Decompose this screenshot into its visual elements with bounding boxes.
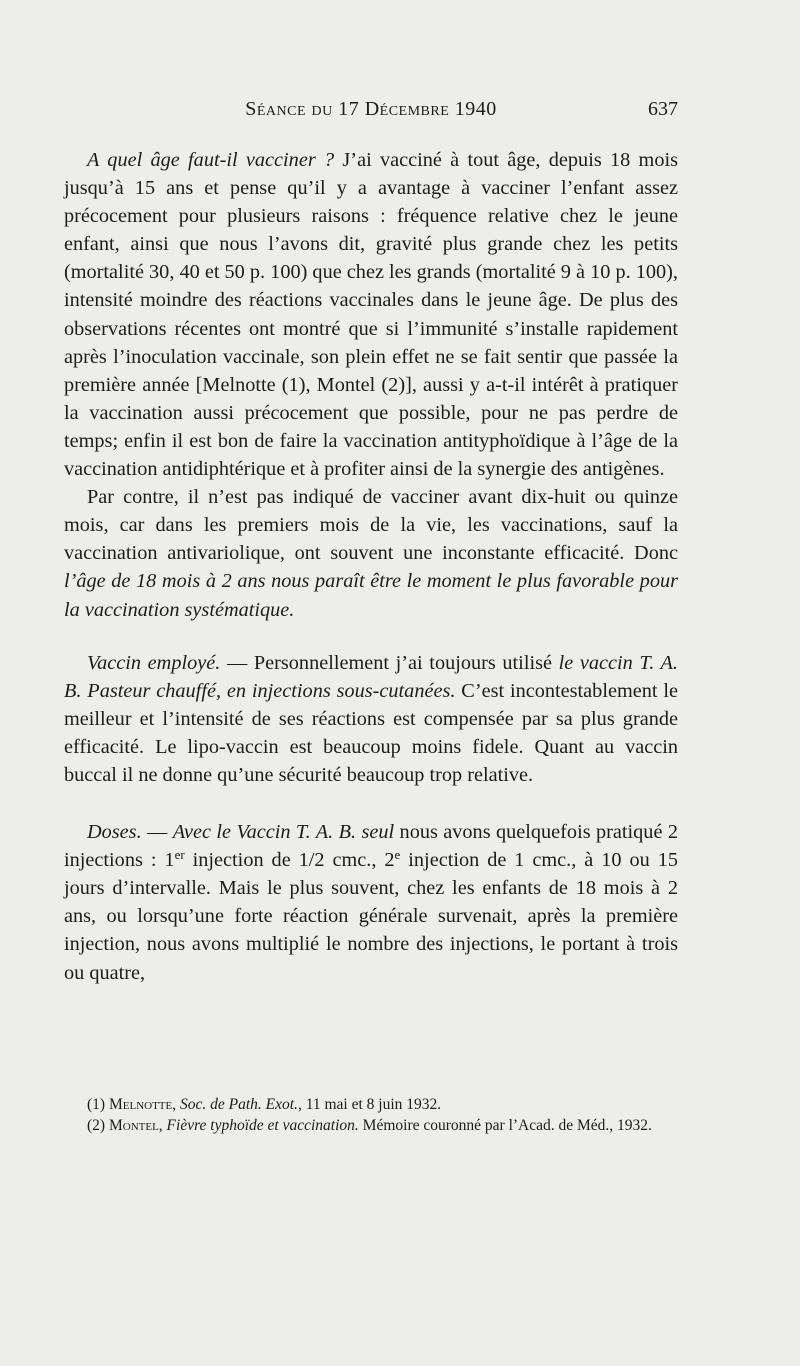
paragraph-text: J’ai vacciné à tout âge, depuis 18 mois jusqu’à 15 ans et pense qu’il y a avantage à vacciner l’enfant assez précocement pour plusieurs raisons : fréquence relative chez le jeune enfant, ainsi que nous l’avons dit, gravité plus grande chez les petits (mortalité 30, 40 et 50 p. 100) que chez les grands (mortalité 9 à 10 p. 100), intensité moindre des réactions vaccinales dans le jeune âge. De plus des observations récentes ont montré que si l’immunité s’installe rapidement après l’inoculation vaccinale, son plein effet ne se fait sentir que passée la première année [Melnotte (1), Montel (2)], aussi y a-t-il intérêt à pratiquer la vaccination aussi précocement que possible, pour ne pas perdre de temps; enfin il est bon de faire la vaccination antityphoïdique à l’âge de la vaccination antidiphtérique et à profiter ainsi de la synergie des antigènes. [64,149,678,481]
paragraph-lead-italic: Vaccin employé. [87,651,221,674]
footnote-number: (2) [87,1116,109,1134]
paragraph-vaccin-employe [64,649,678,789]
footnote-journal: Soc. de Path. Exot. [179,1096,298,1113]
footnote-1 [64,1095,678,1116]
running-head-part: S [245,98,257,120]
paragraph-age-question [64,146,678,483]
footnote-author: elnotte [122,1096,173,1113]
paragraph-lead-italic: A quel âge faut-il vacciner ? [87,149,335,171]
paragraph-text: — Personnellement j’ai toujours utilisé [220,651,559,674]
paragraph-text: Par contre, il n’est pas indiqué de vacciner avant dix-huit ou quinze mois, car dans les premiers mois de la vie, les vaccinations, sauf la vaccination antivariolique, ont souvent une inconstante efficacité. Donc [64,486,678,565]
footnote-text: , 11 mai et 8 juin 1932. [297,1096,442,1113]
running-head-part: éance du [256,98,333,120]
paragraph-italic-conclusion: l’âge de 18 mois à 2 ans nous paraît être le moment le plus favorable pour la vaccination systématique. [64,570,678,621]
running-head-part: écembre [379,98,450,120]
footnote-text: , [172,1096,180,1113]
running-head-part: 1940 [449,98,497,120]
footnote-author: M [108,1096,123,1113]
paragraph-italic-phrase: Avec le Vaccin T. A. B. seul [172,821,395,844]
footnote-author: ontel [122,1116,159,1134]
footnote-2 [64,1116,678,1137]
footnote-number: (1) [87,1096,109,1113]
paragraph-doses [64,818,678,987]
body-text [64,146,678,987]
page-header [64,98,678,128]
footnote-text: , [158,1116,167,1134]
superscript: er [174,847,185,863]
footnote-author: M [108,1116,123,1134]
paragraph-text: injection de 1/2 cmc., 2 [184,849,395,872]
paragraph-italic-phrase: le vaccin T. A. B. Pasteur chauffé, en injections sous-cutanées. [64,651,678,702]
running-head-part: D [364,98,380,120]
footnote-text: Mémoire couronné par l’Acad. de Méd., 1932. [358,1116,652,1134]
paragraph-text: — [141,821,173,844]
footnotes [64,1095,678,1136]
paragraph-text: injection de 1 cmc., à 10 ou 15 jours d’intervalle. Mais le plus souvent, chez les enfants de 18 mois à 2 ans, ou lorsqu’une forte réaction générale survenait, après la première injection, nous avons multiplié le nombre des injections, le portant à trois ou quatre, [64,849,679,984]
page-number: 637 [648,98,678,120]
paragraph-contre-indication [64,483,678,623]
paragraph-text: C’est incontestablement le meilleur et l’intensité de ses réactions est compensée par sa plus grande efficacité. Le lipo-vaccin est beaucoup moins fidele. Quant au vaccin buccal il ne donne qu’une sécurité beaucoup trop relative. [64,679,678,786]
footnote-title: Fièvre typhoïde et vaccination. [166,1116,359,1134]
superscript: e [394,847,401,863]
paragraph-lead-italic: Doses. [87,821,142,844]
running-head [64,98,678,121]
paragraph-text: nous avons quelquefois pratiqué 2 injections : 1 [64,821,678,872]
running-head-part: 17 [332,98,365,120]
